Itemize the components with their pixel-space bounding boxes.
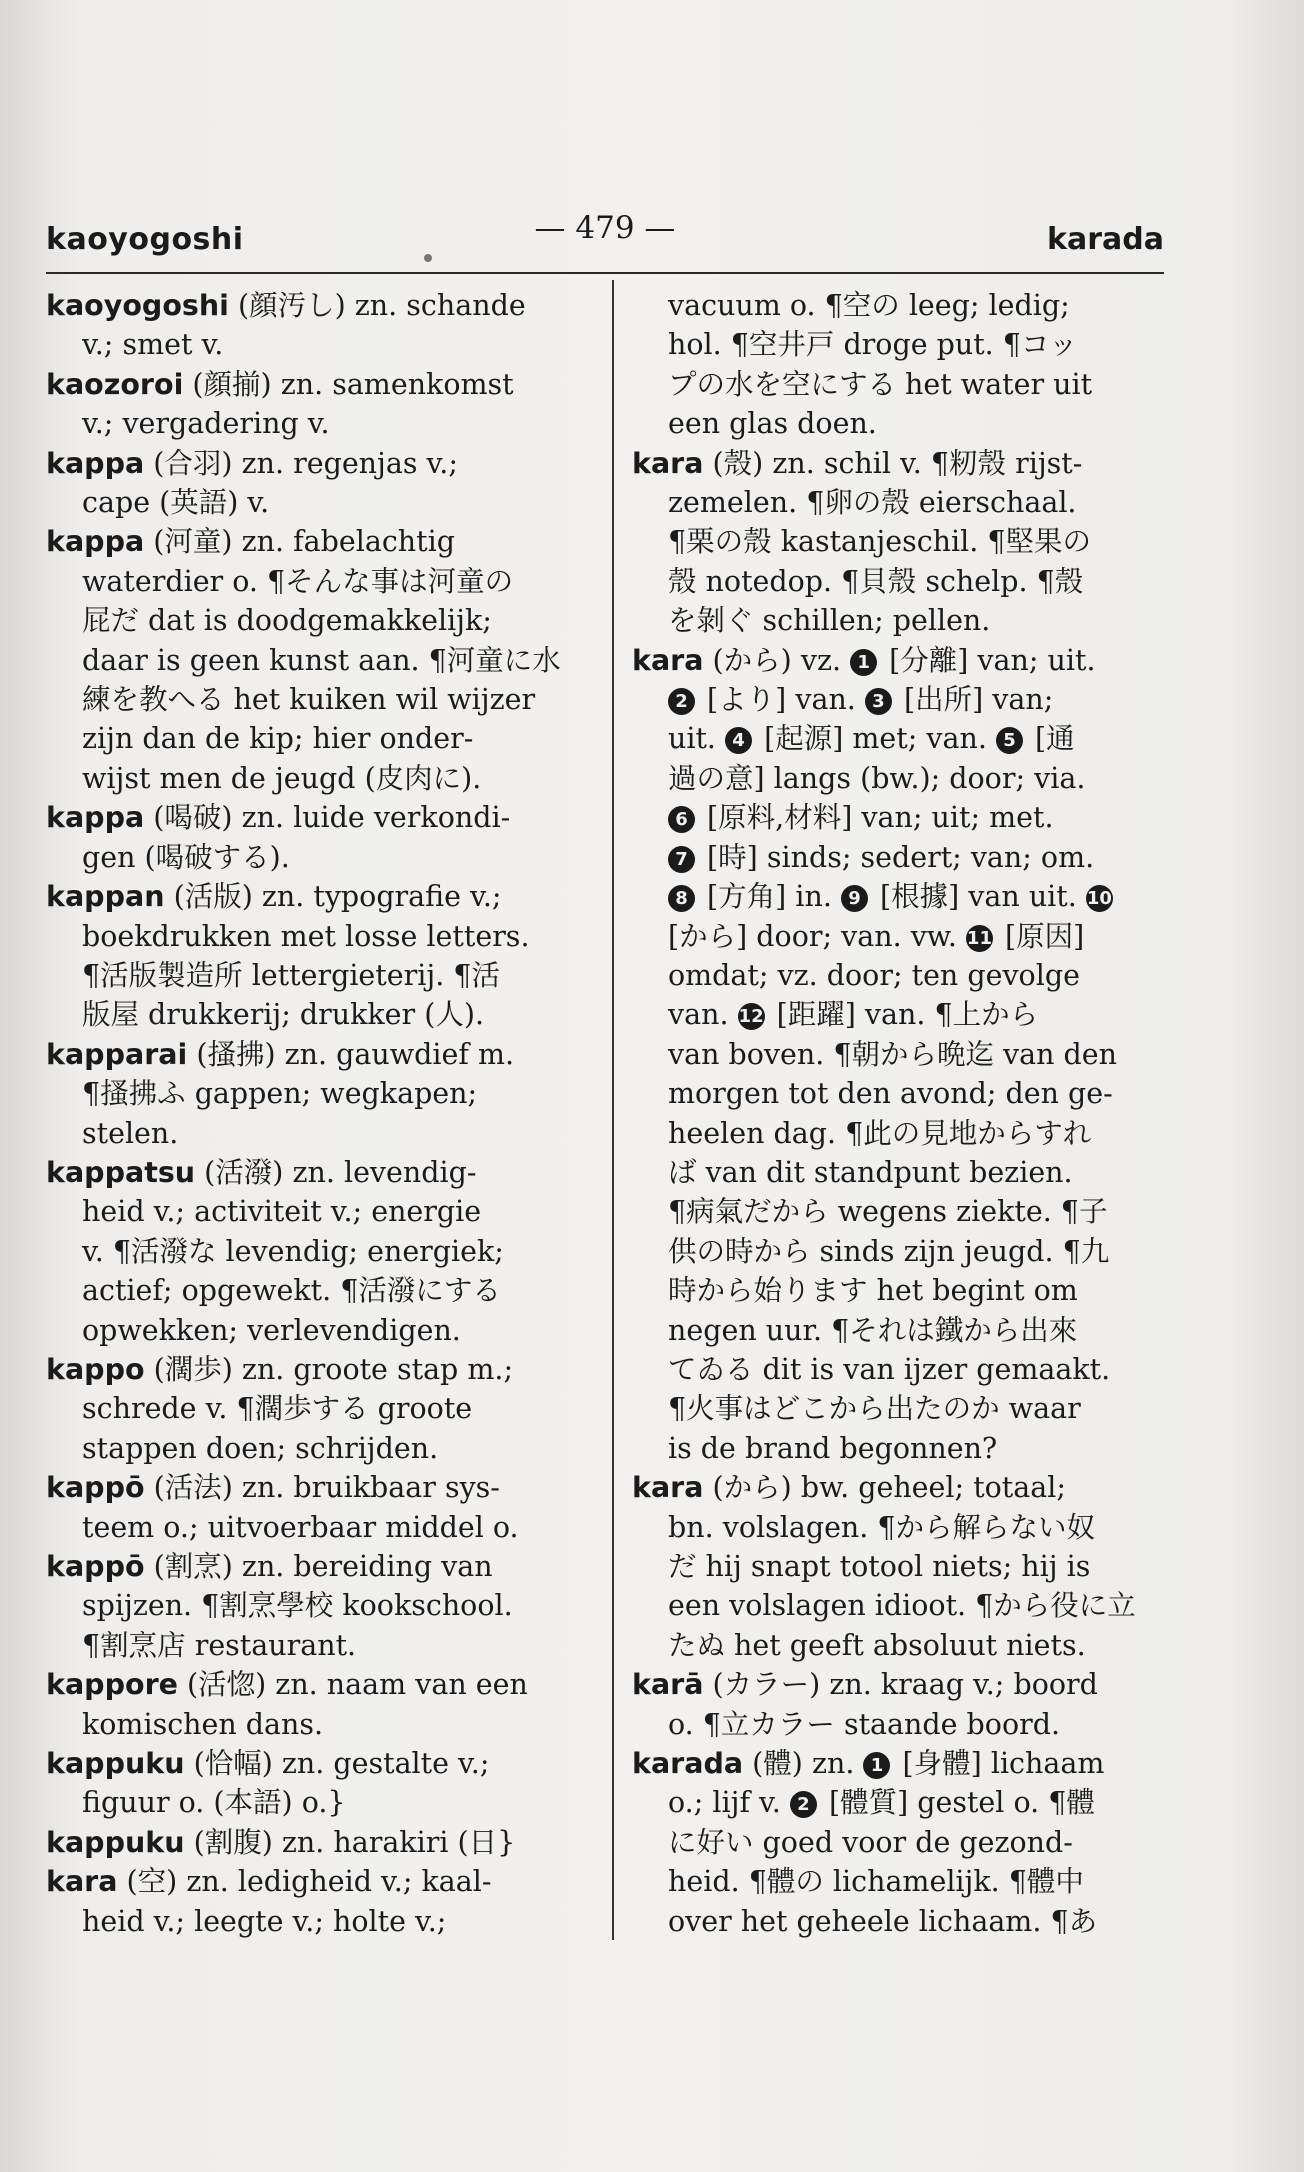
entry-text-line (46, 759, 586, 798)
entry-text: を剝ぐ schillen; pellen. (668, 604, 991, 638)
entry-text-line (632, 719, 1180, 758)
column-divider (612, 280, 614, 1940)
entry-text-line (632, 838, 1180, 877)
entry-text: [體質] gestel o. ¶體 (819, 1786, 1095, 1820)
entry-text: hol. ¶空井戸 droge put. ¶コッ (668, 328, 1078, 362)
entry-text-line (632, 404, 1180, 443)
entry-text: een glas doen. (668, 407, 877, 441)
entry-text-line (46, 325, 586, 364)
entry-text-line (632, 286, 1180, 325)
entry-text-line (46, 483, 586, 522)
entry-text: o.; lijf v. (668, 1786, 790, 1820)
sense-number-marker: 3 (865, 688, 892, 715)
entry-headword-line (46, 522, 586, 561)
entry-text-line (632, 483, 1180, 522)
headword: kappa (46, 446, 145, 480)
entry-text: [出所] van; (894, 683, 1054, 717)
entry-text: wijst men de jeugd (皮肉に). (82, 761, 482, 795)
entry-headword-line (46, 798, 586, 837)
entry-text: [原因] (995, 919, 1085, 953)
entry-text: 屁だ dat is doodgemakkelijk; (82, 604, 492, 638)
header-rule (46, 272, 1164, 274)
entry-text: (活惚) zn. naam van een (177, 1668, 528, 1702)
entry-text: 殼 notedop. ¶貝殼 schelp. ¶殼 (668, 564, 1084, 598)
entry-text: (空) zn. ledigheid v.; kaal- (117, 1865, 492, 1899)
headword: karada (632, 1747, 744, 1781)
entry-text: o. ¶立カラー staande boord. (668, 1707, 1061, 1741)
entry-text-line (46, 641, 586, 680)
entry-text: だ hij snapt totool niets; hij is (668, 1550, 1091, 1583)
entry-text: [時] sinds; sedert; van; om. (698, 840, 1095, 874)
entry-text-line (46, 404, 586, 443)
entry-text-line (632, 1783, 1180, 1822)
entry-text: van boven. ¶朝から晩迄 van den (668, 1037, 1118, 1071)
entry-text: 供の時から sinds zijn jeugd. ¶九 (668, 1234, 1110, 1268)
entry-text-line (46, 1429, 586, 1468)
entry-text-line (632, 1823, 1180, 1862)
entry-headword-line (46, 1547, 586, 1586)
headword: kara (632, 1471, 704, 1505)
entry-text: morgen tot den avond; den ge- (668, 1077, 1113, 1111)
sense-number-marker: 7 (668, 846, 695, 873)
entry-text-line (46, 1192, 586, 1231)
entry-text-line (46, 956, 586, 995)
entry-text-line (632, 1705, 1180, 1744)
entry-headword-line (46, 1862, 586, 1901)
entry-text-line (632, 365, 1180, 404)
entry-headword-line (46, 1035, 586, 1074)
entry-text: v.; vergadering v. (82, 407, 330, 441)
entry-text-line (632, 1902, 1180, 1941)
entry-text-line (632, 1311, 1180, 1350)
entry-text-line (632, 1153, 1180, 1192)
entry-text-line (632, 1626, 1180, 1665)
right-column (632, 286, 1180, 1941)
entry-text: een volslagen idioot. ¶から役に立 (668, 1589, 1136, 1623)
entry-text: boekdrukken met losse letters. (82, 919, 530, 953)
entry-text: opwekken; verlevendigen. (82, 1313, 461, 1347)
entry-text-line (632, 1192, 1180, 1231)
headword: kappa (46, 801, 145, 835)
headword: kara (46, 1865, 118, 1899)
entry-text: 版屋 drukkerij; drukker (人). (82, 998, 485, 1032)
entry-text: [方角] in. (698, 880, 841, 914)
left-column (46, 286, 586, 1941)
entry-text-line (632, 562, 1180, 601)
entry-text-line (632, 1547, 1180, 1586)
headword: kappatsu (46, 1155, 196, 1189)
entry-text-line (632, 877, 1180, 916)
entry-text-line (46, 917, 586, 956)
page-number: — 479 — (534, 210, 676, 246)
entry-text-line (632, 798, 1180, 837)
entry-text: daar is geen kunst aan. ¶河童に水 (82, 643, 561, 677)
entry-text: [距躍] van. ¶上から (767, 998, 1039, 1032)
entry-text: zemelen. ¶卵の殼 eierschaal. (668, 486, 1077, 520)
entry-text-line (46, 995, 586, 1034)
entry-text-line (46, 1705, 586, 1744)
sense-number-marker: 5 (996, 727, 1023, 754)
entry-text: [原料,材料] van; uit; met. (698, 801, 1054, 835)
entry-text-line (632, 522, 1180, 561)
entry-text: v.; smet v. (82, 328, 224, 362)
entry-text: (活法) zn. bruikbaar sys- (144, 1471, 500, 1505)
entry-text: is de brand begonnen? (668, 1431, 998, 1465)
entry-text: (殼) zn. schil v. ¶籾殼 rijst- (703, 446, 1083, 480)
entry-text-line (46, 719, 586, 758)
entry-text-line (632, 1350, 1180, 1389)
entry-text: [通 (1025, 722, 1075, 756)
entry-text-line (632, 1035, 1180, 1074)
headword: kappō (46, 1550, 145, 1583)
entry-text-line (632, 1508, 1180, 1547)
entry-text-line (46, 1783, 586, 1822)
entry-text: (濶歩) zn. groote stap m.; (144, 1352, 514, 1386)
entry-text: ¶割烹店 restaurant. (82, 1628, 357, 1662)
entry-text: (體) zn. (743, 1747, 864, 1781)
entry-text: figuur o. (本語) o.} (82, 1786, 346, 1820)
entry-text: [分離] van; uit. (880, 643, 1096, 677)
entry-text: 練を教へる het kuiken wil wijzer (82, 683, 536, 717)
entry-headword-line (46, 444, 586, 483)
headword: kappo (46, 1352, 145, 1386)
entry-text: bn. volslagen. ¶から解らない奴 (668, 1510, 1096, 1544)
entry-headword-line (46, 286, 586, 325)
headword: kappuku (46, 1747, 185, 1781)
entry-text: (喝破) zn. luide verkondi- (144, 801, 511, 835)
entry-text-line (632, 995, 1180, 1034)
entry-text: teem o.; uitvoerbaar middel o. (82, 1510, 519, 1544)
entry-headword-line (632, 1468, 1180, 1507)
entry-text-line (632, 1862, 1180, 1901)
entry-text: (合羽) zn. regenjas v.; (144, 446, 458, 480)
headword: kappore (46, 1668, 178, 1702)
headword: kappan (46, 880, 165, 914)
sense-number-marker: 12 (738, 1003, 765, 1030)
entry-text: (から) bw. geheel; totaal; (703, 1471, 1066, 1505)
entry-text: omdat; vz. door; ten gevolge (668, 958, 1080, 992)
entry-text: cape (英語) v. (82, 486, 270, 520)
sense-number-marker: 6 (668, 806, 695, 833)
entry-headword-line (46, 1153, 586, 1192)
entry-text-line (632, 1429, 1180, 1468)
entry-headword-line (46, 1665, 586, 1704)
entry-text-line (46, 1271, 586, 1310)
entry-headword-line (46, 1744, 586, 1783)
entry-text: (河童) zn. fabelachtig (144, 525, 455, 559)
entry-text-line (632, 680, 1180, 719)
sense-number-marker: 1 (850, 649, 877, 676)
entry-text: たぬ het geeft absoluut niets. (668, 1628, 1086, 1662)
headword: kappō (46, 1471, 145, 1505)
sense-number-marker: 8 (668, 885, 695, 912)
entry-text: (割烹) zn. bereiding van (144, 1550, 493, 1583)
entry-text: v. ¶活潑な levendig; energiek; (82, 1234, 504, 1268)
entry-text: heid. ¶體の lichamelijk. ¶體中 (668, 1865, 1084, 1899)
entry-text: ¶火事はどこから出たのか waar (668, 1392, 1081, 1426)
entry-text-line (46, 1232, 586, 1271)
entry-text-line (46, 1902, 586, 1941)
entry-text: ¶栗の殼 kastanjeschil. ¶堅果の (668, 525, 1092, 559)
entry-text-line (632, 1114, 1180, 1153)
sense-number-marker: 4 (725, 727, 752, 754)
entry-text: (カラー) zn. kraag v.; boord (703, 1668, 1098, 1702)
headword: kapparai (46, 1037, 188, 1071)
entry-text: ¶搔拂ふ gappen; wegkapen; (82, 1077, 478, 1111)
entry-text: ば van dit standpunt bezien. (668, 1155, 1073, 1189)
entry-text-line (46, 1389, 586, 1428)
entry-text-line (632, 1232, 1180, 1271)
entry-text: komischen dans. (82, 1707, 324, 1741)
entry-text-line (632, 1271, 1180, 1310)
entry-text: [根據] van uit. (870, 880, 1086, 914)
entry-text: van. (668, 998, 738, 1032)
entry-text-line (632, 601, 1180, 640)
entry-headword-line (46, 877, 586, 916)
headword: kara (632, 446, 704, 480)
page-header (46, 208, 1164, 268)
headword: kappa (46, 525, 145, 559)
entry-text: waterdier o. ¶そんな事は河童の (82, 564, 514, 598)
entry-text-line (46, 1586, 586, 1625)
entry-text: actief; opgewekt. ¶活潑にする (82, 1274, 501, 1308)
entry-headword-line (632, 641, 1180, 680)
entry-text-line (46, 1114, 586, 1153)
entry-text: に好い goed voor de gezond- (668, 1825, 1073, 1859)
guide-word-right: karada (1047, 222, 1164, 257)
headword: kaozoroi (46, 367, 184, 401)
entry-headword-line (632, 1665, 1180, 1704)
entry-headword-line (632, 1744, 1180, 1783)
entry-text: 過の意] langs (bw.); door; via. (668, 761, 1086, 795)
entry-text: ¶活版製造所 lettergieterij. ¶活 (82, 958, 500, 992)
entry-text: ¶病氣だから wegens ziekte. ¶子 (668, 1195, 1108, 1229)
sense-number-marker: 9 (841, 885, 868, 912)
entry-headword-line (46, 1468, 586, 1507)
headword: kaoyogoshi (46, 289, 229, 322)
entry-text-line (46, 1508, 586, 1547)
entry-text: vacuum o. ¶空の leeg; ledig; (668, 289, 1070, 322)
entry-headword-line (46, 365, 586, 404)
entry-text-line (632, 1074, 1180, 1113)
entry-headword-line (46, 1823, 586, 1862)
entry-text-line (46, 838, 586, 877)
entry-text: (顔汚し) zn. schande (228, 289, 526, 322)
entry-text-line (46, 1311, 586, 1350)
sense-number-marker: 10 (1086, 885, 1113, 912)
entry-text-line (632, 1389, 1180, 1428)
entry-text: schrede v. ¶濶歩する groote (82, 1392, 473, 1426)
sense-number-marker: 2 (668, 688, 695, 715)
entry-text-line (632, 917, 1180, 956)
sense-number-marker: 2 (790, 1791, 817, 1818)
entry-text-line (46, 562, 586, 601)
entry-text: [から] door; van. vw. (668, 919, 966, 953)
entry-text: heid v.; leegte v.; holte v.; (82, 1904, 447, 1938)
entry-text: (から) vz. (703, 643, 851, 677)
entry-text: [身體] lichaam (893, 1747, 1105, 1781)
entry-text-line (46, 680, 586, 719)
entry-text: over het geheele lichaam. ¶あ (668, 1904, 1098, 1938)
guide-word-left: kaoyogoshi (46, 222, 244, 257)
entry-text-line (632, 956, 1180, 995)
headword: karā (632, 1668, 704, 1702)
entry-text: spijzen. ¶割烹學校 kookschool. (82, 1589, 513, 1623)
entry-text: 時から始ります het begint om (668, 1274, 1078, 1308)
entry-text-line (46, 601, 586, 640)
entry-text-line (46, 1626, 586, 1665)
entry-text: (活版) zn. typografie v.; (164, 880, 502, 914)
entry-text: てゐる dit is van ijzer gemaakt. (668, 1352, 1111, 1386)
entry-text: (搔拂) zn. gauwdief m. (187, 1037, 515, 1071)
entry-text: heelen dag. ¶此の見地からすれ (668, 1116, 1092, 1150)
entry-text: gen (喝破する). (82, 840, 290, 874)
entry-text-line (46, 1074, 586, 1113)
sense-number-marker: 11 (966, 925, 993, 952)
headword: kappuku (46, 1825, 185, 1859)
entry-text: (恰幅) zn. gestalte v.; (184, 1747, 490, 1781)
entry-text-line (632, 325, 1180, 364)
entry-headword-line (46, 1350, 586, 1389)
entry-text: negen uur. ¶それは鐵から出來 (668, 1313, 1078, 1347)
entry-text: (活潑) zn. levendig- (195, 1155, 477, 1189)
entry-text-line (632, 759, 1180, 798)
entry-text: heid v.; activiteit v.; energie (82, 1195, 482, 1229)
entry-headword-line (632, 444, 1180, 483)
entry-text: (顔揃) zn. samenkomst (183, 367, 514, 401)
entry-text: [起源] met; van. (755, 722, 996, 756)
entry-text: stappen doen; schrijden. (82, 1431, 439, 1465)
entry-text: プの水を空にする het water uit (668, 367, 1093, 401)
entry-text: [より] van. (698, 683, 865, 717)
entry-text: stelen. (82, 1116, 179, 1150)
headword: kara (632, 643, 704, 677)
entry-text: uit. (668, 722, 726, 756)
entry-text: (割腹) zn. harakiri (日} (184, 1825, 516, 1859)
sense-number-marker: 1 (863, 1752, 890, 1779)
entry-text: zijn dan de kip; hier onder- (82, 722, 474, 756)
entry-text-line (632, 1586, 1180, 1625)
